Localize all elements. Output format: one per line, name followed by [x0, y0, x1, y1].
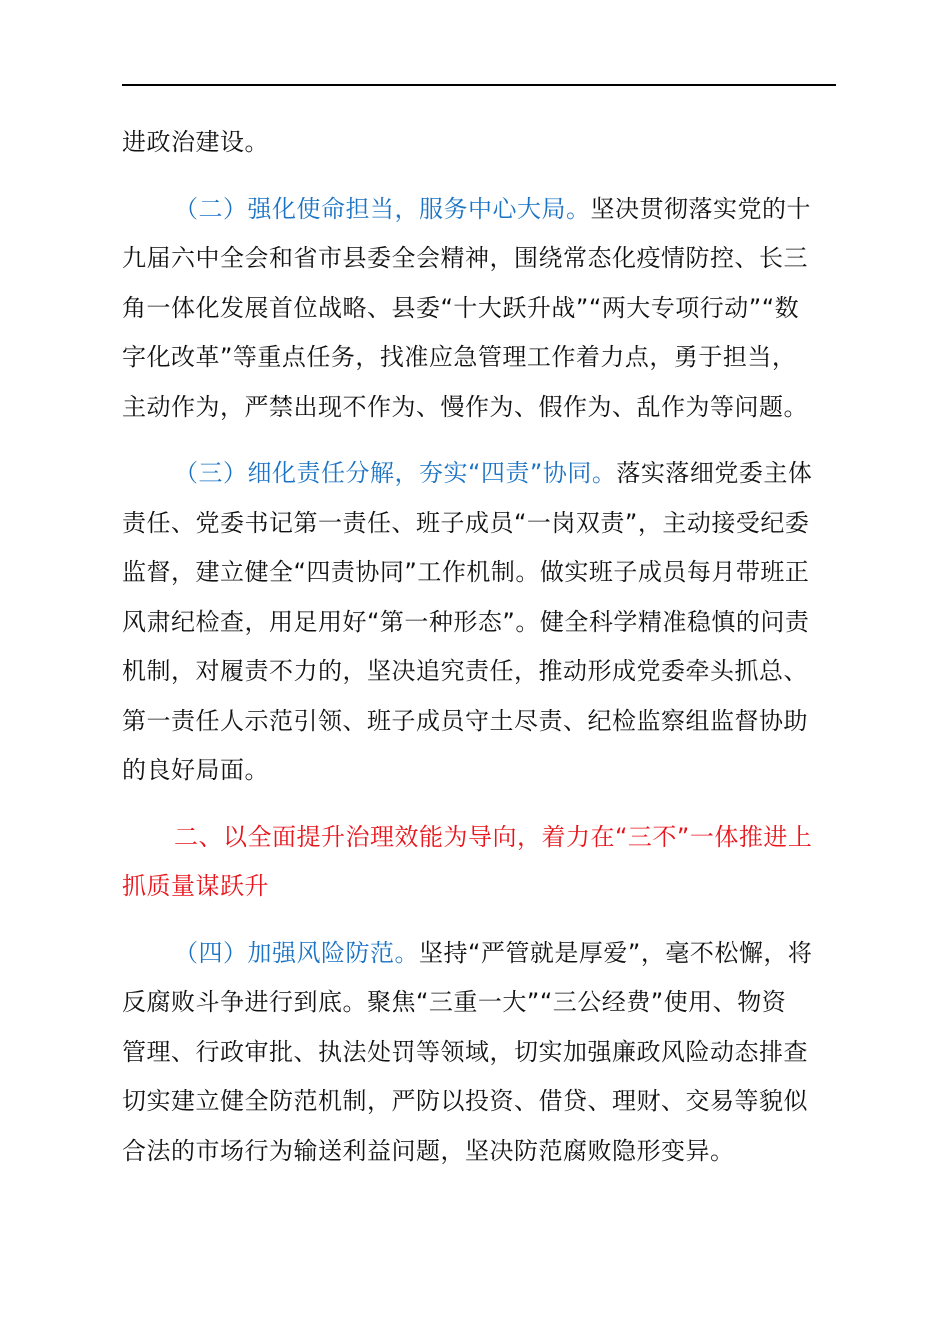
section-4-line-4: 合法的市场行为输送利益问题，坚决防范腐败隐形变异。 — [122, 1136, 735, 1165]
section-4-paragraph — [122, 929, 836, 1177]
section-2-line-4: 主动作为，严禁出现不作为、慢作为、假作为、乱作为等问题。 — [122, 392, 808, 421]
section-3-line-1: 责任、党委书记第一责任、班子成员“一岗双责”，主动接受纪委 — [122, 508, 810, 537]
intro-line: 进政治建设。 — [122, 128, 269, 156]
section-2-paragraph — [122, 185, 836, 433]
header-rule — [122, 84, 836, 86]
section-2-line-1: 九届六中全会和省市县委全会精神，围绕常态化疫情防控、长三 — [122, 244, 808, 272]
section-4-line-2: 管理、行政审批、执法处罚等领域，切实加强廉政风险动态排查 — [122, 1037, 808, 1066]
section-3-line-0: 落实落细党委主体 — [616, 459, 813, 487]
section-3-heading: （三）细化责任分解，夯实“四责”协同。 — [174, 459, 617, 487]
document-body — [122, 118, 836, 1193]
section-3-line-5: 第一责任人示范引领、班子成员守土尽责、纪检监察组监督协助 — [122, 706, 808, 735]
section-3-line-2: 监督，建立健全“四责协同”工作机制。做实班子成员每月带班正 — [122, 558, 810, 586]
intro-paragraph — [122, 118, 836, 168]
major-heading-line-2: 抓质量谋跃升 — [122, 872, 269, 900]
section-4-line-0: 坚持“严管就是厚爱”，毫不松懈，将 — [419, 938, 813, 967]
section-4-first-line — [122, 929, 836, 979]
section-3-line-6: 的良好局面。 — [122, 756, 269, 784]
section-2-first-line — [122, 185, 836, 235]
section-3-line-4: 机制，对履责不力的，坚决追究责任，推动形成党委牵头抓总、 — [122, 657, 808, 685]
major-heading-line-1: 二、以全面提升治理效能为导向，着力在“三不”一体推进上 — [174, 822, 813, 851]
major-heading — [122, 813, 836, 912]
section-3-first-line — [122, 449, 836, 499]
section-2-line-2: 角一体化发展首位战略、县委“十大跃升战”“两大专项行动”“数 — [122, 293, 800, 322]
section-4-heading: （四）加强风险防范。 — [174, 938, 419, 967]
section-3-line-3: 风肃纪检查，用足用好“第一种形态”。健全科学精准稳慎的问责 — [122, 607, 810, 636]
section-2-line-0: 坚决贯彻落实党的十 — [590, 194, 811, 223]
section-4-line-3: 切实建立健全防范机制，严防以投资、借贷、理财、交易等貌似 — [122, 1087, 808, 1115]
section-2-heading: （二）强化使命担当，服务中心大局。 — [174, 194, 591, 223]
section-2-line-3: 字化改革”等重点任务，找准应急管理工作着力点，勇于担当， — [122, 343, 797, 371]
section-4-line-1: 反腐败斗争进行到底。聚焦“三重一大”“三公经费”使用、物资 — [122, 988, 787, 1016]
section-3-paragraph — [122, 449, 836, 796]
